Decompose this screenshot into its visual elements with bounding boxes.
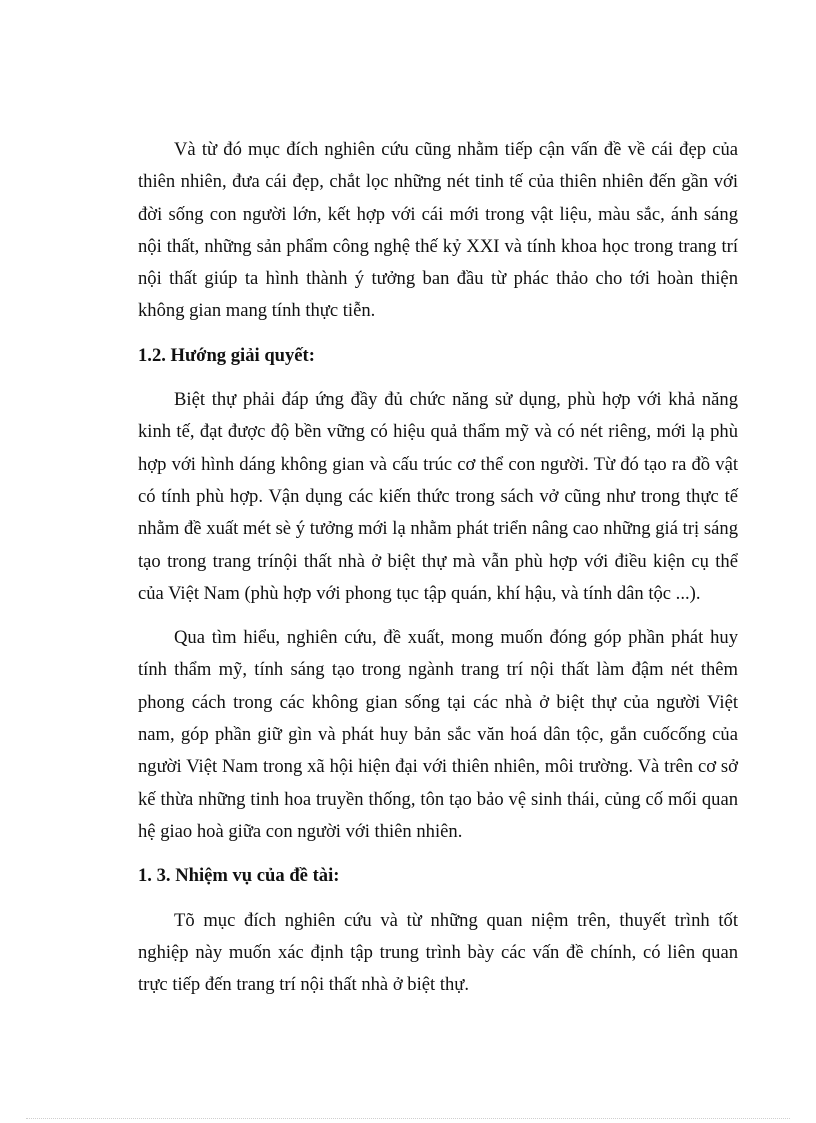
spacer: [138, 328, 738, 340]
spacer: [138, 893, 738, 905]
paragraph-research-purpose: Và từ đó mục đích nghiên cứu cũng nhằm tiếp cận vấn đề về cái đẹp của thiên nhiên, đưa cái đẹp, chắt lọc những nét tinh tế của thiên nhiên đến gần với đời sống con người lớn, kết hợp với cái mới trong vật liệu, màu sắc, ánh sáng nội thất, những sản phẩm công nghệ thế kỷ XXI và tính khoa học trong trang trí nội thất giúp ta hình thành ý tưởng ban đầu từ phác thảo cho tới hoàn thiện không gian mang tính thực tiễn.: [138, 139, 738, 322]
section-heading-1-3: 1. 3. Nhiệm vụ của đề tài:: [138, 865, 340, 887]
page-content: [138, 134, 738, 1001]
spacer: [138, 848, 738, 860]
footer-dotted-rule: [26, 1118, 790, 1119]
paragraph-contribution: Qua tìm hiểu, nghiên cứu, đề xuất, mong muốn đóng góp phần phát huy tính thẩm mỹ, tính sáng tạo trong ngành trang trí nội thất làm đậm nét thêm phong cách trong các không gian sống tại các nhà ở biệt thự của người Việt nam, góp phần giữ gìn và phát huy bản sắc văn hoá dân tộc, gắn cuốcống của người Việt Nam trong xã hội hiện đại với thiên nhiên, môi trường. Và trên cơ sở kế thừa những tinh hoa truyền thống, tôn tạo bảo vệ sinh thái, củng cố mối quan hệ giao hoà giữa con người với thiên nhiên.: [138, 627, 738, 842]
paragraph-thesis-tasks: Tõ mục đích nghiên cứu và từ những quan niệm trên, thuyết trình tốt nghiệp này muốn xác định tập trung trình bày các vấn đề chính, có liên quan trực tiếp đến trang trí nội thất nhà ở biệt thự.: [138, 909, 738, 996]
spacer: [138, 372, 738, 384]
spacer: [138, 610, 738, 622]
paragraph-villa-requirements: Biệt thự phải đáp ứng đầy đủ chức năng sử dụng, phù hợp với khả năng kinh tế, đạt được độ bền vững có hiệu quả thẩm mỹ và có nét riêng, mới lạ phù hợp với hình dáng không gian và cấu trúc cơ thể con người. Từ đó tạo ra đồ vật có tính phù hợp. Vận dụng các kiến thức trong sách vở cũng như trong thực tế nhằm đề xuất mét sè ý tưởng mới lạ nhằm phát triển nâng cao những giá trị sáng tạo trong trang trínội thất nhà ở biệt thự mà vẫn phù hợp với điều kiện cụ thể của Việt Nam (phù hợp với phong tục tập quán, khí hậu, và tính dân tộc ...).: [138, 389, 738, 604]
section-heading-1-2: 1.2. Hướng giải quyết:: [138, 344, 315, 366]
